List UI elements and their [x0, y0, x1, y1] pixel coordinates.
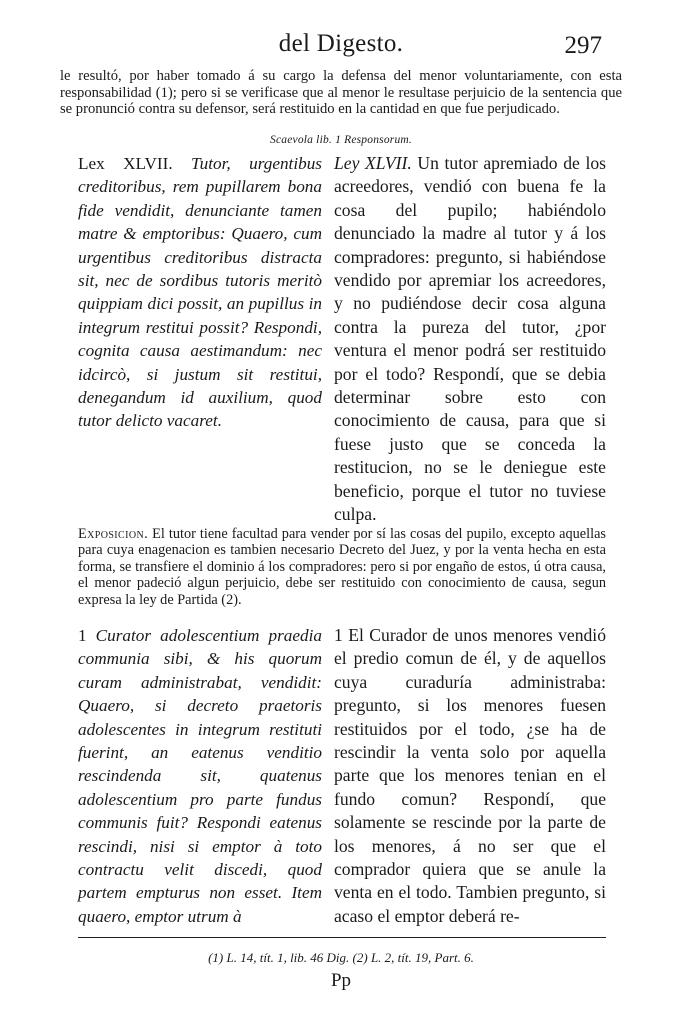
source-citation: Scaevola lib. 1 Responsorum. [270, 134, 412, 146]
latin-section-body: Curator adolescentium praedia communia sibi, & his quorum curam administrabat, vendidit: Quaero, si decreto praetoris adolescentes in integrum restituti fuerint, an eatenus venditio rescindenda sit, quatenus adolescentium pro parte fundus communis fuit? Respondi eatenus rescindi, nisi si emptor à toto contractu velit discedi, quod partem empturus non esset. Item quaero, emptor utrum à [78, 626, 322, 926]
spanish-text-section-1 [334, 624, 606, 928]
spanish-law-body: Un tutor apremiado de los acreedores, vendió con buena fe la cosa del pupilo; habiéndolo denunciado la madre al tutor y á los compradores: pregunto, si habiéndose vendido por apremiar los acreedores, y no pudiéndose decir cosa alguna contra la pureza del tutor, ¿por ventura el menor podrá ser restituido por el todo? Respondí, que se debia determinar sobre esto con conocimiento de causa, para que si fuese justo que se conceda la restitucion, no se le deniegue este beneficio, porque el tutor no tuviese culpa. [334, 153, 606, 525]
page-number: 297 [564, 32, 602, 59]
latin-section-number: 1 [78, 626, 87, 645]
exposicion-paragraph [78, 526, 606, 608]
latin-text-section-1 [78, 624, 322, 928]
spanish-text-law-47 [334, 152, 606, 527]
intro-paragraph: le resultó, por haber tomado á su cargo la defensa del menor voluntariamente, con esta responsabilidad (1); pero si se verificase que al menor le resultase perjuicio de la sentencia que se pronunció contra su defensor, será restituido en la cantidad en que fue perjudicado. [60, 68, 622, 118]
spanish-law-heading: Ley XLVII. [334, 153, 412, 173]
latin-law-body: Tutor, urgentibus creditoribus, rem pupillarem bona fide vendidit, denunciante tamen matre & emptoribus: Quaero, cum urgentibus creditoribus distracta sit, nec de sordibus tutoris meritò quippiam dici possit, an pupillus in integrum restitui possit? Respondi, cognita causa aestimandum: nec idcircò, si justum sit restitui, denegandum id auxilium, quod tutor delicto vacaret. [78, 154, 322, 431]
running-header-title: del Digesto. [278, 30, 404, 57]
latin-text-law-47 [78, 152, 322, 433]
spanish-section-body: El Curador de unos menores vendió el predio comun de él, y de aquellos cuya curaduría administraba: pregunto, si los menores fuesen restituidos por el todo, ¿se ha de rescindir la venta solo por aquella parte que los menores tenian en el fundo comun? Respondí, que solamente se rescinde por la parte de los menores, á no ser que el comprador quiera que se anule la venta en el todo. Tambien pregunto, si acaso el emptor deberá re- [334, 625, 606, 926]
exposicion-body: El tutor tiene facultad para vender por sí las cosas del pupilo, excepto aquellas para cuya enagenacion es tambien necesario Decreto del Juez, y por la venta hecha en esta forma, se transfiere el dominio á los compradores: pero si por engaño de estos, ú otra causa, el menor padeció algun perjuicio, debe ser restituido con conocimiento de causa, segun expresa la ley de Partida (2). [78, 526, 606, 608]
spanish-section-number: 1 [334, 625, 343, 645]
footnote-divider [78, 937, 606, 938]
latin-law-heading: Lex XLVII. [78, 154, 173, 173]
footnotes: (1) L. 14, tít. 1, lib. 46 Dig. (2) L. 2, tít. 19, Part. 6. [208, 950, 474, 965]
exposicion-label: Exposicion. [78, 526, 149, 542]
signature-mark: Pp [330, 970, 352, 991]
